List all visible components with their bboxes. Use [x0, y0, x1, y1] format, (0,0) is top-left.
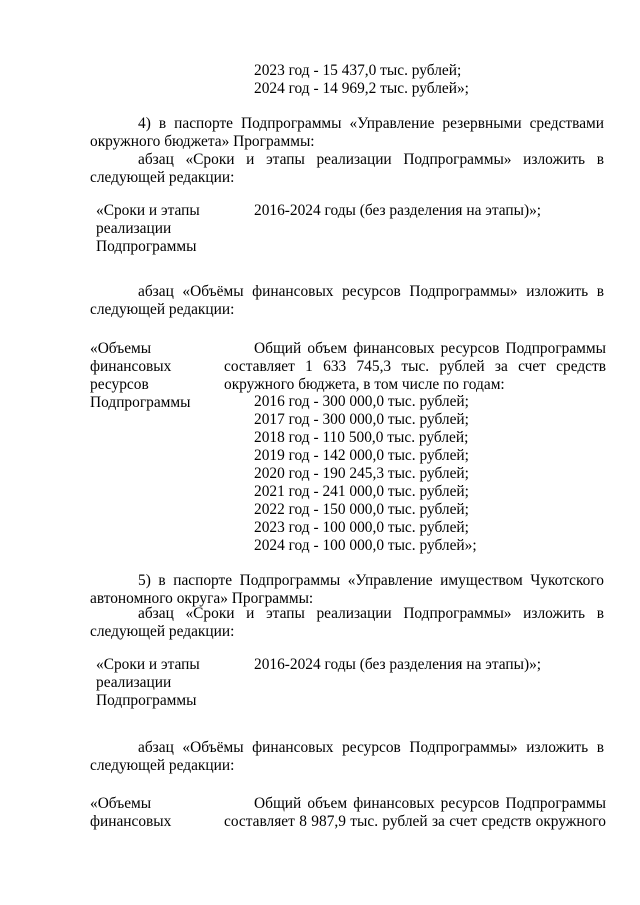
item5-sroki-label: «Сроки и этапы реализации Подпрограммы — [96, 656, 200, 709]
year-line: 2023 год - 15 437,0 тыс. рублей; — [254, 62, 462, 79]
item4-sroki-value: 2016-2024 годы (без разделения на этапы)»; — [254, 202, 542, 219]
year-line: 2018 год - 110 500,0 тыс. рублей; — [254, 429, 469, 446]
item5-abzac-sroki: абзац «Сроки и этапы реализации Подпрограммы» изложить в следующей редакции: — [90, 605, 604, 640]
item5-abzac-obem: абзац «Объёмы финансовых ресурсов Подпрограммы» изложить в следующей редакции: — [90, 739, 604, 774]
year-line: 2024 год - 100 000,0 тыс. рублей»; — [254, 537, 477, 554]
item4-abzac-obem: абзац «Объёмы финансовых ресурсов Подпрограммы» изложить в следующей редакции: — [90, 283, 604, 318]
year-line: 2017 год - 300 000,0 тыс. рублей; — [254, 411, 469, 428]
item4-sroki-label: «Сроки и этапы реализации Подпрограммы — [96, 202, 200, 255]
year-line: 2021 год - 241 000,0 тыс. рублей; — [254, 483, 469, 500]
item4-obem-label: «Объемы финансовых ресурсов Подпрограммы — [90, 340, 191, 411]
top-year-list — [254, 62, 469, 98]
item5-sroki-value: 2016-2024 годы (без разделения на этапы)»; — [254, 656, 542, 673]
year-line: 2023 год - 100 000,0 тыс. рублей; — [254, 519, 469, 536]
year-line: 2022 год - 150 000,0 тыс. рублей; — [254, 501, 469, 518]
item5-obem-text: Общий объем финансовых ресурсов Подпрограммы составляет 8 987,9 тыс. рублей за счет средств окружного — [224, 795, 606, 830]
year-line: 2019 год - 142 000,0 тыс. рублей; — [254, 447, 469, 464]
year-line: 2020 год - 190 245,3 тыс. рублей; — [254, 465, 469, 482]
item5-paragraph: 5) в паспорте Подпрограммы «Управление имуществом Чукотского автономного округа» Программы: — [90, 572, 604, 607]
item4-paragraph: 4) в паспорте Подпрограммы «Управление резервными средствами окружного бюджета» Программы: — [90, 115, 604, 150]
item5-obem-label: «Объемы финансовых — [90, 795, 172, 830]
item4-abzac-sroki: абзац «Сроки и этапы реализации Подпрограммы» изложить в следующей редакции: — [90, 151, 604, 186]
item4-year-list — [254, 393, 477, 555]
year-line: 2024 год - 14 969,2 тыс. рублей»; — [254, 80, 469, 97]
item4-obem-text: Общий объем финансовых ресурсов Подпрограммы составляет 1 633 745,3 тыс. рублей за счет средств окружного бюджета, в том числе по годам: — [224, 340, 606, 393]
year-line: 2016 год - 300 000,0 тыс. рублей; — [254, 393, 469, 410]
